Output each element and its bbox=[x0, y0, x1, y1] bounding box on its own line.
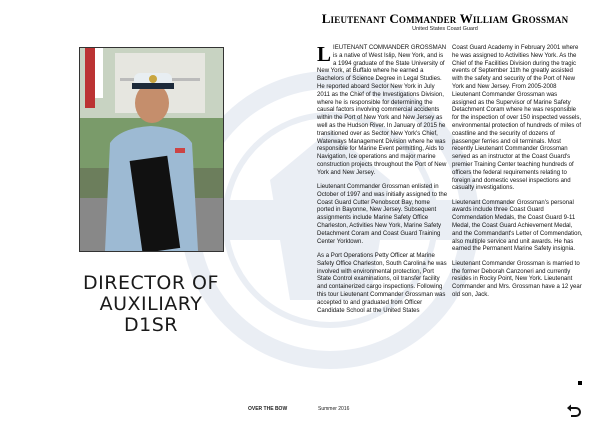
paragraph bbox=[317, 42, 448, 178]
end-of-article-mark bbox=[578, 381, 582, 385]
paragraph: As a Port Operations Petty Officer at Marine Safety Office Charleston, South Carolina he was involved with environmental protection, Port State Control examinations, oil transfer facility and containerized cargo inspections. Following this tour Lieutenant Commander Grossman was accepted to and graduated from Officer Candidate School at the United States bbox=[317, 252, 447, 314]
paragraph: Lieutenant Commander Grossman is married to the former Deborah Canzoneri and currently resides in Rocky Point, New York. Lieutenant Commander and Mrs. Grossman have a 12 year old son, Jack. bbox=[452, 260, 582, 298]
role-title-line: DIRECTOR OF bbox=[83, 272, 219, 294]
role-title bbox=[70, 273, 232, 336]
dropcap: L bbox=[317, 42, 332, 66]
paragraph-text: IEUTENANT COMMANDER GROSSMAN is a native of West Islip, New York, and is a 1994 graduate of the State University of New York, at Buffalo where he earned a Bachelors of Science Degree in Legal Studies. He reported aboard Sector New York in July 2011 as the Chief of the Investigations Division, where he is responsible for determining the causal factors involving commercial accidents within the Port of New York and New Jersey as well as the Hudson River. In January of 2015 he transitioned over as Sector New York's Chief, Waterways Management Division where he was responsible for Marine Event permitting, Aids to Navigation, Ice operations and major marine construction projects throughout the Port of New York and New Jersey. bbox=[317, 45, 447, 176]
paragraph: Lieutenant Commander Grossman enlisted in October of 1997 and was initially assigned to the Coast Guard Cutter Penobscot Bay, home ported in Bayonne, New Jersey. Subsequent assignments include Marine Safety Office Charleston, Activities New York, Marine Safety Detachment Coram and Coast Guard Training Center Yorktown. bbox=[317, 184, 448, 245]
role-title-line: D1SR bbox=[124, 314, 178, 336]
back-button[interactable] bbox=[566, 402, 582, 418]
return-arrow-icon bbox=[566, 402, 582, 418]
article-subheading: United States Coast Guard bbox=[412, 26, 478, 32]
article-heading: Lieutenant Commander William Grossman bbox=[321, 11, 569, 26]
footer-issue: Summer 2016 bbox=[318, 406, 350, 412]
footer-publication: OVER THE BOW bbox=[248, 406, 288, 412]
portrait-photo bbox=[79, 47, 224, 252]
paragraph: Coast Guard Academy in February 2001 where he was assigned to Activities New York. As the Chief of the Facilities Division during the tragic events of September 11th he greatly assisted with the safety and security of the Port of New York and New Jersey. From 2005-2008 Lieutenant Commander Grossman was assigned as the Supervisor of Marine Safety Detachment Coram where he was responsible for the inspection of over 150 inspected vessels, environmental protection of hundreds of miles of coastline and the security of dozens of passenger ferries and oil terminals. Most recently Lieutenant Commander Grossman served as an instructor at the Coast Guard's premier Training Center teaching hundreds of officers the federal requirements relating to foreign and domestic vessel inspections and casualty investigations. bbox=[452, 45, 582, 192]
paragraph: Lieutenant Commander Grossman's personal awards include three Coast Guard Commendation Medals, the Coast Guard 9-11 Medal, the Coast Guard Achievement Medal, and the Commandant's Letter of Commendation, also multiple service and unit awards. He has earned the Permanent Marine Safety insignia. bbox=[452, 199, 583, 253]
article-column-right bbox=[452, 45, 583, 306]
article-column-left bbox=[317, 42, 448, 322]
role-title-line: AUXILIARY bbox=[99, 293, 203, 315]
